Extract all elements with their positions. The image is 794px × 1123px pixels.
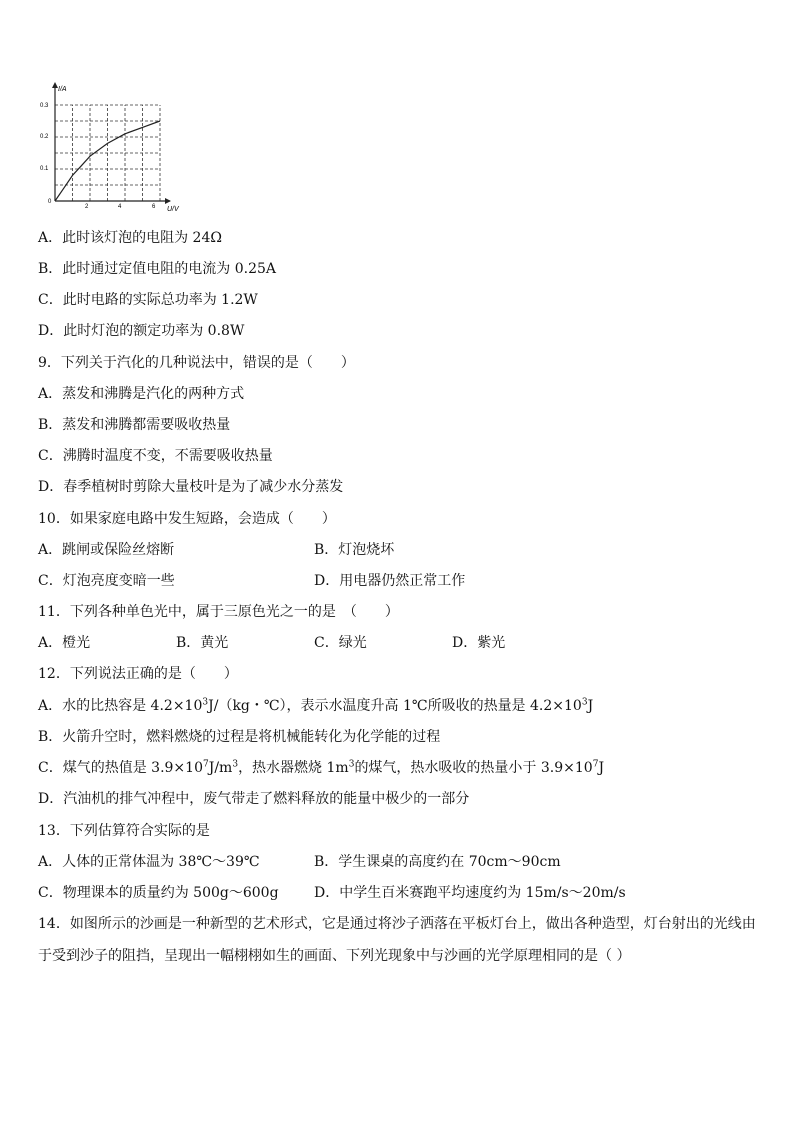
y-tick-label: 0.3: [40, 103, 49, 109]
x-tick-label: 4: [118, 204, 122, 210]
q10-stem: 10．如果家庭电路中发生短路，会造成（ ）: [38, 511, 336, 527]
x-tick-label: 2: [85, 204, 89, 210]
q9-option-d: D．春季植树时剪除大量枝叶是为了减少水分蒸发: [38, 479, 344, 495]
q13-option-c: C．物理课本的质量约为 500g～600g: [38, 885, 279, 901]
q8-option-d: D．此时灯泡的额定功率为 0.8W: [38, 323, 245, 339]
q10-option-a: A．跳闸或保险丝熔断: [38, 542, 175, 558]
graph-grid: [55, 105, 160, 201]
q11-option-c: C．绿光: [314, 635, 367, 651]
y-tick-label: 0.2: [40, 134, 49, 140]
q9-stem: 9．下列关于汽化的几种说法中，错误的是（ ）: [38, 355, 355, 371]
q8-option-c: C．此时电路的实际总功率为 1.2W: [38, 292, 258, 308]
q12-stem: 12．下列说法正确的是（ ）: [38, 666, 238, 682]
x-tick-label: 6: [152, 204, 156, 210]
x-axis-arrow: [165, 198, 171, 204]
q11-option-b: B．黄光: [176, 635, 229, 651]
q11-stem: 11．下列各种单色光中，属于三原色光之一的是 （ ）: [38, 604, 399, 620]
origin-label: 0: [48, 199, 52, 205]
q12-option-a: A．水的比热容是 $4.2\times 10^3J/(kg$・℃），表示水温度升高 1℃所吸收的热量是 $4.2\times 10^3J$: [38, 697, 594, 714]
x-axis-label: U/V: [167, 206, 179, 213]
q9-option-c: C．沸腾时温度不变，不需要吸收热量: [38, 448, 273, 464]
y-tick-label: 0.1: [40, 166, 49, 172]
q9-option-b: B．蒸发和沸腾都需要吸收热量: [38, 417, 231, 433]
q12-option-c: C．煤气的热值是 $3.9\times 10^7J/m^3$，热水器燃烧 $1m^3$的煤气，热水吸收的热量小于 $3.9\times 10^7J$: [38, 759, 605, 776]
q12-option-b: B．火箭升空时，燃料燃烧的过程是将机械能转化为化学能的过程: [38, 729, 441, 745]
q11-option-d: D．紫光: [452, 635, 506, 651]
q8-option-a: A．此时该灯泡的电阻为 24Ω: [38, 230, 222, 246]
y-axis-label: I/A: [58, 86, 67, 93]
q10-option-d: D．用电器仍然正常工作: [314, 573, 466, 589]
q10-option-b: B．灯泡烧坏: [314, 542, 395, 558]
q10-option-c: C．灯泡亮度变暗一些: [38, 573, 175, 589]
q11-option-a: A．橙光: [38, 635, 91, 651]
q13-option-d: D．中学生百米赛跑平均速度约为 15m/s～20m/s: [314, 885, 626, 901]
q14-stem: 14．如图所示的沙画是一种新型的艺术形式，它是通过将沙子洒落在平板灯台上，做出各种造型，灯台射出的光线由于受到沙子的阻挡，呈现出一幅栩栩如生的画面、下列光现象中与沙画的光学原理相同的是（ ）: [38, 916, 756, 964]
q13-stem: 13．下列估算符合实际的是: [38, 823, 210, 839]
q9-option-a: A．蒸发和沸腾是汽化的两种方式: [38, 386, 245, 402]
q12-option-d: D．汽油机的排气冲程中，废气带走了燃料释放的能量中极少的一部分: [38, 791, 470, 807]
q8-option-b: B．此时通过定值电阻的电流为 0.25A: [38, 261, 277, 277]
iu-graph: [30, 80, 200, 215]
q13-option-b: B．学生课桌的高度约在 70cm～90cm: [314, 854, 561, 870]
q13-option-a: A．人体的正常体温为 38℃～39℃: [38, 854, 260, 870]
